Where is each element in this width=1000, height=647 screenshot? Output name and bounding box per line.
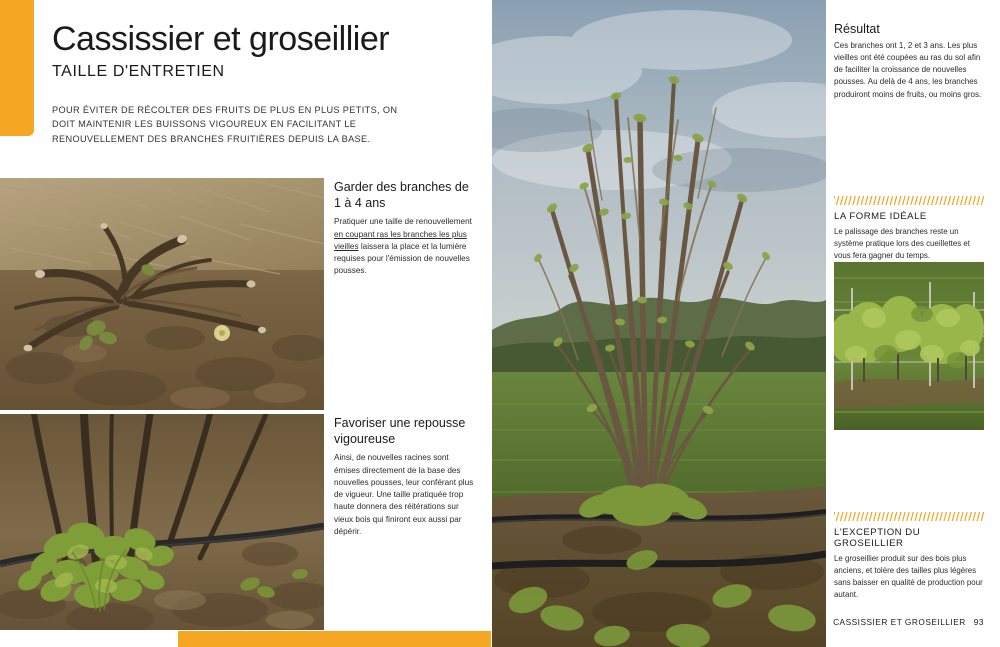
folio [833, 617, 984, 627]
orange-corner-tab [0, 0, 34, 136]
photo-new-shoots-art [0, 414, 324, 630]
folio-text: CASSISSIER ET GROSEILLIER [833, 617, 966, 627]
page-subtitle: TAILLE D'ENTRETIEN [52, 63, 225, 80]
forme-ideale-body: Le palissage des branches reste un système pratique lors des cueillettes et vous fera gagner du temps. [834, 227, 970, 260]
photo-trellis-row [834, 262, 984, 430]
intro-paragraph: POUR ÉVITER DE RÉCOLTER DES FRUITS DE PLUS EN PLUS PETITS, ON DOIT MAINTENIR LES BUISSONS VIGOUREUX EN FACILITANT LE RENOUVELLEMENT DES BRANCHES FRUITIÈRES DEPUIS LA BASE. [52, 105, 398, 144]
block-resultat [834, 22, 984, 101]
exception-body: Le groseillier produit sur des bois plus anciens, et tolère des tailles plus légères sans baisser en qualité de production pour autant. [834, 554, 983, 599]
caption-favoriser-repousse [334, 416, 474, 538]
left-page [0, 0, 492, 647]
resultat-body: Ces branches ont 1, 2 et 3 ans. Les plus vieilles ont été coupées au ras du sol afin de faciliter la croissance de nouvelles pousses. Au delà de 4 ans, les branches produiront moins de fruits, ou moins gros. [834, 41, 982, 99]
photo-bush-base-art [0, 178, 324, 410]
exception-title: L'EXCEPTION DU GROSEILLIER [834, 527, 921, 549]
title-block [52, 20, 472, 81]
right-page [492, 0, 1000, 647]
photo-trellis-row-art [834, 262, 984, 430]
caption-2-body: Ainsi, de nouvelles racines sont émises directement de la base des nouvelles pousses, leur conférant plus de vigueur. Une taille pratiquée trop haute donnera des réitérations sur vieux bois qui finiront eux aussi par dépérir. [334, 453, 474, 537]
hatch-rule-ideale [834, 196, 984, 205]
forme-ideale-title: LA FORME IDÉALE [834, 211, 927, 222]
caption-garder-des-branches [334, 180, 474, 278]
photo-full-bush [492, 0, 826, 647]
photo-full-bush-art [492, 0, 826, 647]
caption-2-title: Favoriser une repousse vigoureuse [334, 416, 466, 446]
photo-new-shoots [0, 414, 324, 630]
photo-bush-base [0, 178, 324, 410]
orange-footer-bar [178, 631, 492, 647]
page-title: Cassissier et groseillier [52, 20, 390, 58]
folio-number: 93 [973, 617, 984, 627]
hatch-rule-exception [834, 512, 984, 521]
block-forme-ideale [834, 196, 984, 262]
caption-1-body: Pratiquer une taille de renouvellement en coupant ras les branches les plus vieilles laissera la place et la lumière requises pour l'émission de nouvelles pousses. [334, 217, 472, 276]
caption-1-title: Garder des branches de 1 à 4 ans [334, 180, 469, 210]
block-exception-groseillier [834, 512, 984, 600]
resultat-title: Résultat [834, 22, 880, 36]
